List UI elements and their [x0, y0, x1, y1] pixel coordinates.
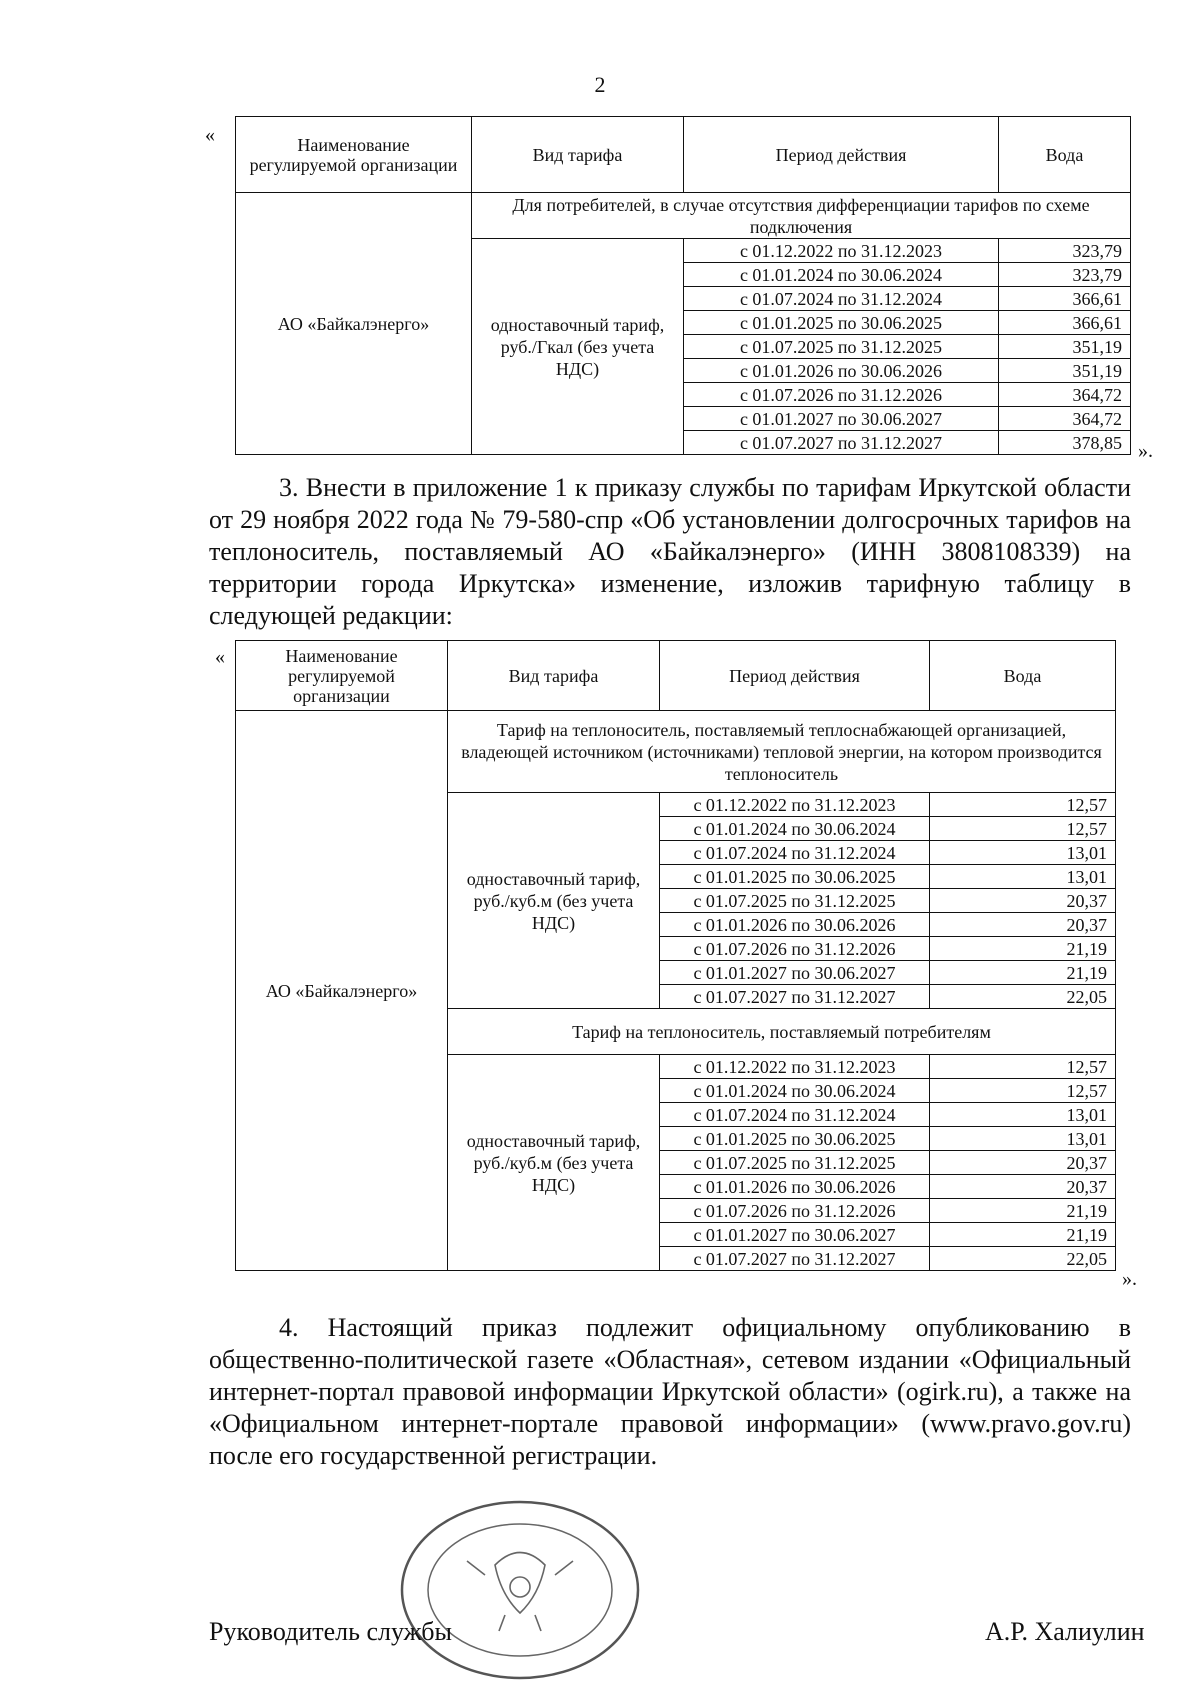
period-cell: с 01.01.2025 по 30.06.2025	[660, 1127, 930, 1151]
period-cell: с 01.07.2025 по 31.12.2025	[660, 1151, 930, 1175]
value-cell: 22,05	[930, 1247, 1116, 1271]
value-cell: 20,37	[930, 1151, 1116, 1175]
period-cell: с 01.01.2027 по 30.06.2027	[684, 407, 999, 431]
page-number: 2	[594, 72, 606, 97]
period-cell: с 01.07.2024 по 31.12.2024	[660, 841, 930, 865]
official-seal-icon	[395, 1495, 645, 1685]
value-cell: 21,19	[930, 1223, 1116, 1247]
tariff-table-2	[235, 640, 1116, 1271]
value-cell: 364,72	[999, 383, 1131, 407]
section-label-1: Тариф на теплоноситель, поставляемый теплоснабжающей организацией, владеющей источником (источниками) тепловой энергии, на котором производится теплоноситель	[448, 711, 1116, 793]
value-cell: 323,79	[999, 239, 1131, 263]
period-cell: с 01.01.2027 по 30.06.2027	[660, 1223, 930, 1247]
period-cell: с 01.01.2026 по 30.06.2026	[660, 1175, 930, 1199]
period-cell: с 01.12.2022 по 31.12.2023	[660, 1055, 930, 1079]
period-cell: с 01.07.2027 по 31.12.2027	[660, 985, 930, 1009]
value-cell: 323,79	[999, 263, 1131, 287]
period-cell: с 01.01.2024 по 30.06.2024	[660, 817, 930, 841]
header-period: Период действия	[660, 641, 930, 711]
period-cell: с 01.07.2027 по 31.12.2027	[660, 1247, 930, 1271]
quote-open-2: «	[215, 646, 225, 668]
value-cell: 13,01	[930, 1127, 1116, 1151]
period-cell: с 01.01.2026 по 30.06.2026	[684, 359, 999, 383]
value-cell: 12,57	[930, 793, 1116, 817]
value-cell: 351,19	[999, 359, 1131, 383]
paragraph-3-text: 3. Внести в приложение 1 к приказу службы по тарифам Иркутской области от 29 ноября 2022 года № 79-580-спр «Об установлении долгосрочных тарифов на теплоноситель, поставляемый АО «Байкалэнерго» (ИНН 3808108339) на территории города Иркутска» изменение, изложив тарифную таблицу в следующей редакции:	[209, 473, 1131, 630]
period-cell: с 01.07.2025 по 31.12.2025	[684, 335, 999, 359]
value-cell: 20,37	[930, 913, 1116, 937]
period-cell: с 01.07.2026 по 31.12.2026	[684, 383, 999, 407]
value-cell: 22,05	[930, 985, 1116, 1009]
period-cell: с 01.12.2022 по 31.12.2023	[684, 239, 999, 263]
header-period: Период действия	[684, 117, 999, 193]
signature-position: Руководитель службы	[209, 1617, 452, 1646]
quote-close-2: ».	[1122, 1268, 1137, 1290]
header-org: Наименование регулируемой организации	[236, 641, 448, 711]
header-water: Вода	[999, 117, 1131, 193]
value-cell: 13,01	[930, 1103, 1116, 1127]
period-cell: с 01.07.2025 по 31.12.2025	[660, 889, 930, 913]
header-type: Вид тарифа	[448, 641, 660, 711]
period-cell: с 01.01.2025 по 30.06.2025	[684, 311, 999, 335]
tariff-type: одноставочный тариф, руб./куб.м (без учета НДС)	[448, 1055, 660, 1271]
value-cell: 364,72	[999, 407, 1131, 431]
value-cell: 20,37	[930, 889, 1116, 913]
period-cell: с 01.07.2024 по 31.12.2024	[684, 287, 999, 311]
period-cell: с 01.07.2024 по 31.12.2024	[660, 1103, 930, 1127]
value-cell: 13,01	[930, 865, 1116, 889]
value-cell: 366,61	[999, 311, 1131, 335]
header-type: Вид тарифа	[472, 117, 684, 193]
period-cell: с 01.01.2026 по 30.06.2026	[660, 913, 930, 937]
quote-close-1: ».	[1138, 440, 1153, 462]
period-cell: с 01.07.2026 по 31.12.2026	[660, 937, 930, 961]
value-cell: 13,01	[930, 841, 1116, 865]
tariff-type: одноставочный тариф, руб./Гкал (без учета НДС)	[472, 239, 684, 455]
value-cell: 378,85	[999, 431, 1131, 455]
org-name: АО «Байкалэнерго»	[236, 711, 448, 1271]
section-label: Для потребителей, в случае отсутствия дифференциации тарифов по схеме подключения	[472, 193, 1131, 239]
quote-open-1: «	[205, 124, 215, 146]
value-cell: 20,37	[930, 1175, 1116, 1199]
period-cell: с 01.01.2027 по 30.06.2027	[660, 961, 930, 985]
tariff-table-1	[235, 116, 1131, 455]
period-cell: с 01.01.2024 по 30.06.2024	[660, 1079, 930, 1103]
period-cell: с 01.12.2022 по 31.12.2023	[660, 793, 930, 817]
signature-name: А.Р. Халиулин	[985, 1617, 1145, 1646]
org-name: АО «Байкалэнерго»	[236, 193, 472, 455]
header-org: Наименование регулируемой организации	[236, 117, 472, 193]
value-cell: 351,19	[999, 335, 1131, 359]
period-cell: с 01.01.2025 по 30.06.2025	[660, 865, 930, 889]
value-cell: 366,61	[999, 287, 1131, 311]
value-cell: 21,19	[930, 1199, 1116, 1223]
period-cell: с 01.07.2027 по 31.12.2027	[684, 431, 999, 455]
header-water: Вода	[930, 641, 1116, 711]
period-cell: с 01.07.2026 по 31.12.2026	[660, 1199, 930, 1223]
paragraph-3	[209, 472, 1131, 632]
value-cell: 21,19	[930, 961, 1116, 985]
value-cell: 12,57	[930, 817, 1116, 841]
value-cell: 12,57	[930, 1055, 1116, 1079]
value-cell: 12,57	[930, 1079, 1116, 1103]
paragraph-4	[209, 1312, 1131, 1472]
period-cell: с 01.01.2024 по 30.06.2024	[684, 263, 999, 287]
section-label-2: Тариф на теплоноситель, поставляемый потребителям	[448, 1009, 1116, 1055]
tariff-type: одноставочный тариф, руб./куб.м (без учета НДС)	[448, 793, 660, 1009]
value-cell: 21,19	[930, 937, 1116, 961]
paragraph-4-text: 4. Настоящий приказ подлежит официальному опубликованию в общественно-политической газете «Областная», сетевом издании «Официальный интернет-портал правовой информации Иркутской области» (ogirk.ru), а также на «Официальном интернет-портале правовой информации» (www.pravo.gov.ru) после его государственной регистрации.	[209, 1313, 1131, 1470]
